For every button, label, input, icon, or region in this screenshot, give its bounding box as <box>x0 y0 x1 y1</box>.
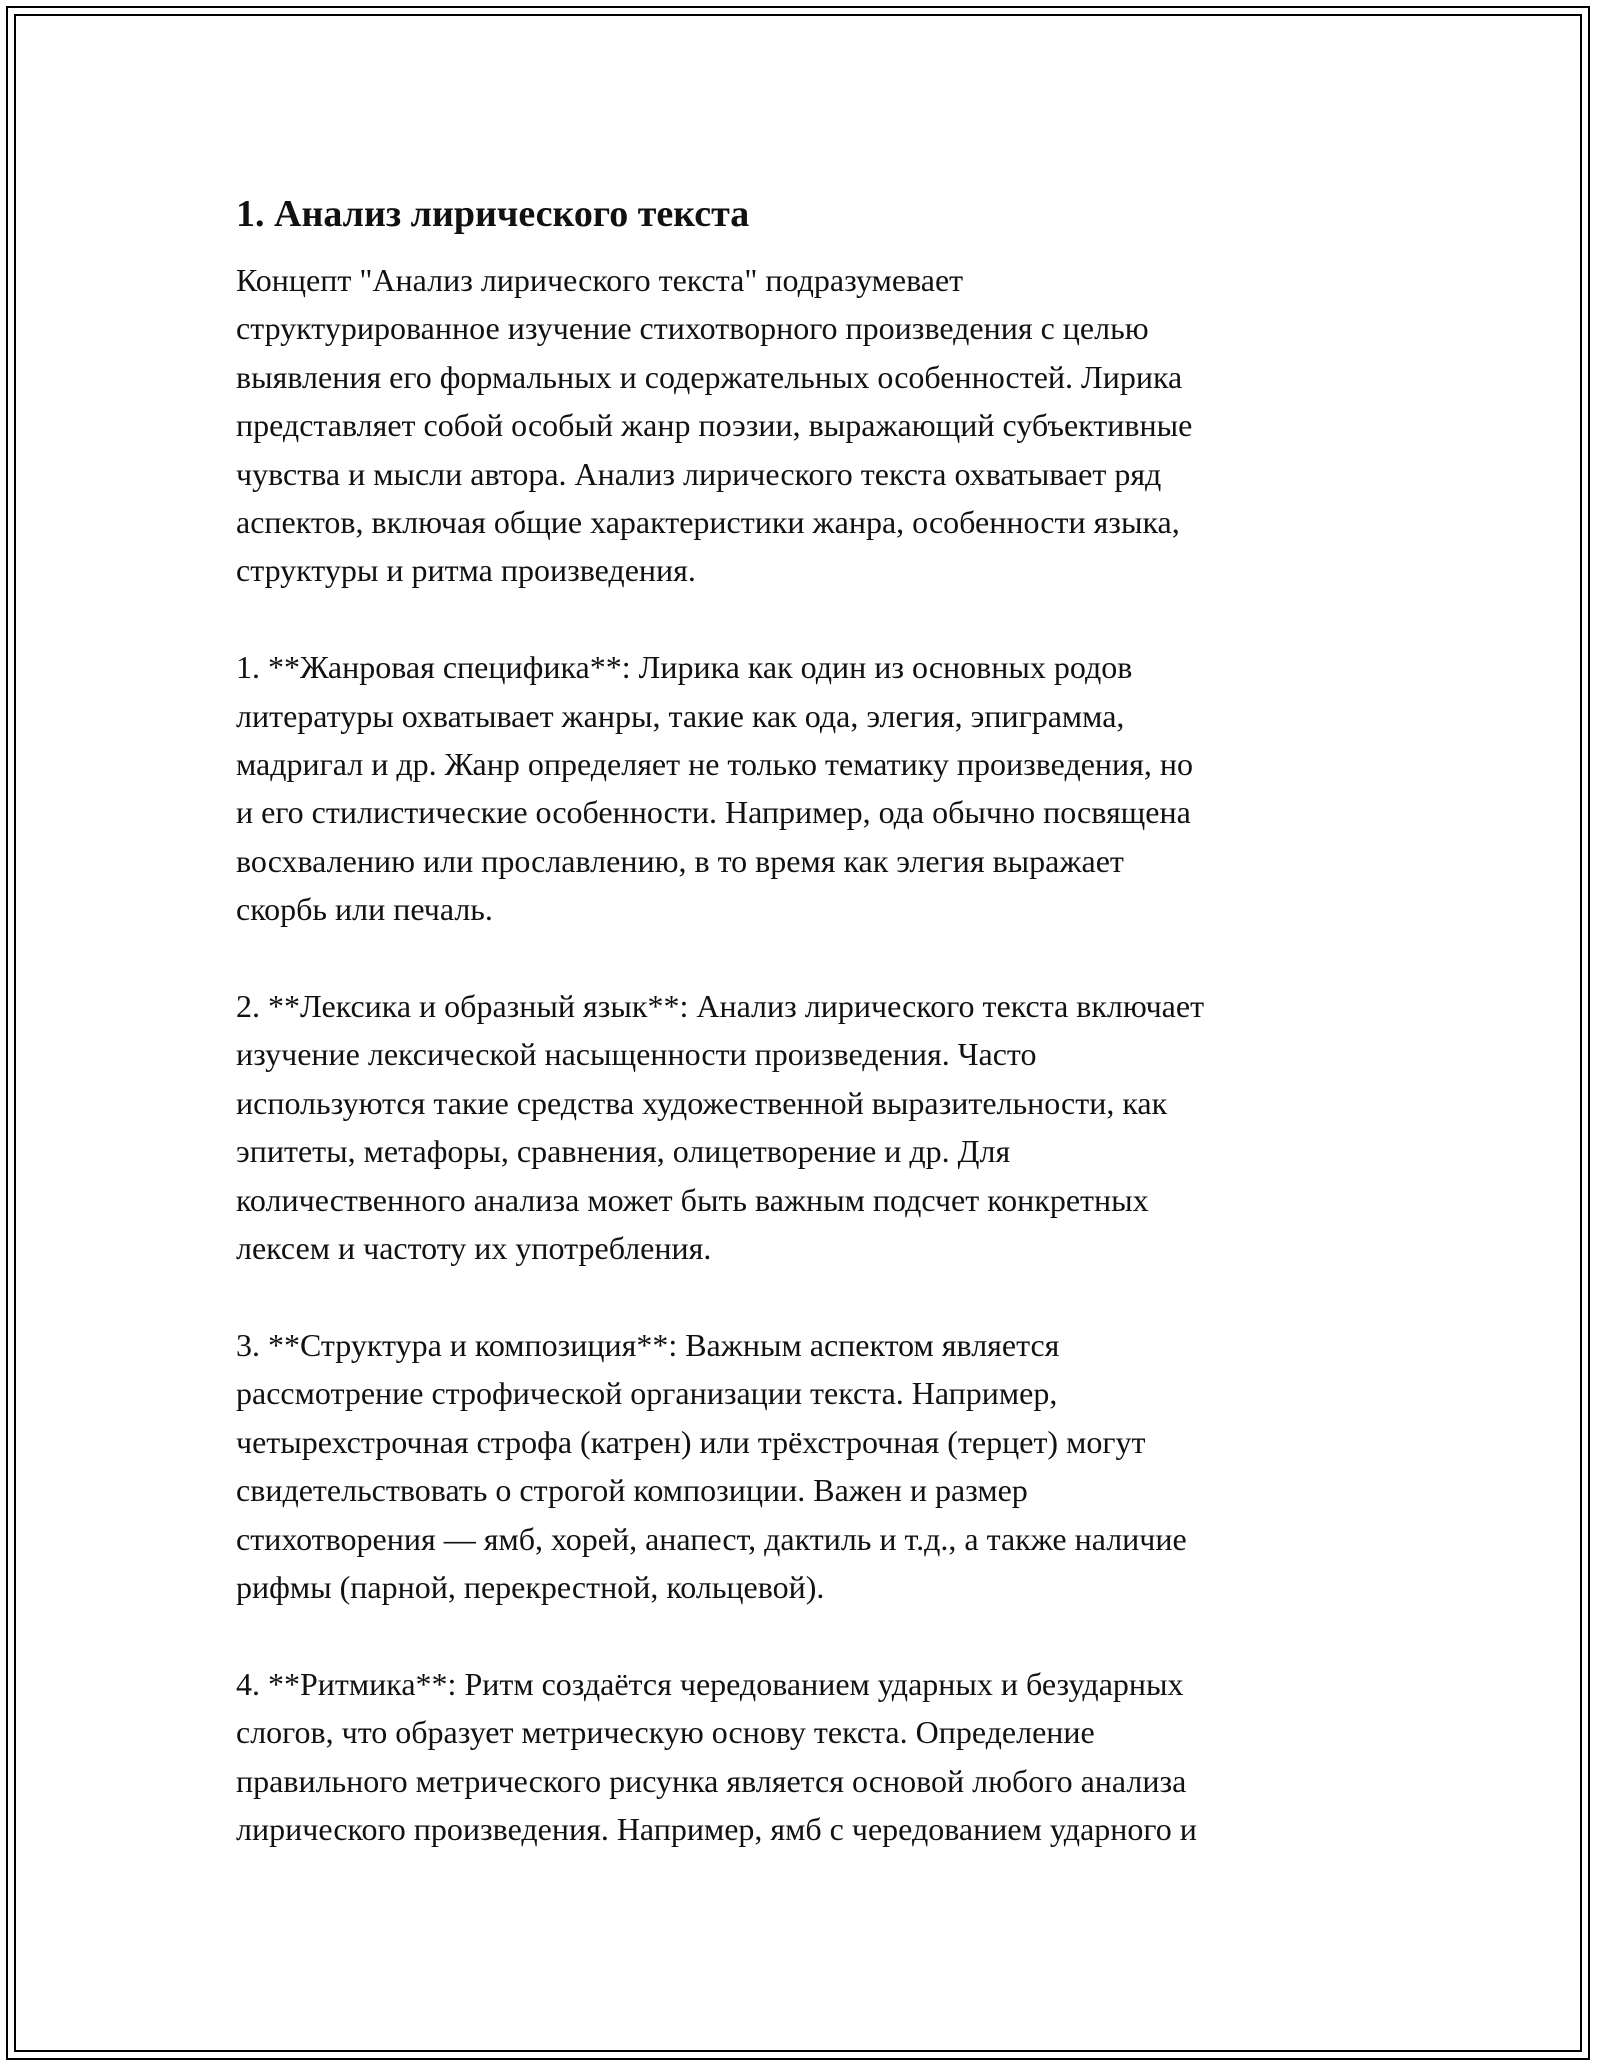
document-body <box>236 182 1376 1853</box>
paragraph-lexicon: 2. **Лексика и образный язык**: Анализ лирического текста включает изучение лексической насыщенности произведения. Часто используются такие средства художественной выразительности, как эпитеты, метафоры, сравнения, олицетворение и др. Для количественного анализа может быть важным подсчет конкретных лексем и частоту их употребления. <box>236 988 1205 1267</box>
paragraph-genre-specifics: 1. **Жанровая специфика**: Лирика как один из основных родов литературы охватывает жанры, такие как ода, элегия, эпиграмма, мадригал и др. Жанр определяет не только тематику произведения, но и его стилистические особенности. Например, ода обычно посвящена восхвалению или прославлению, в то время как элегия выражает скорбь или печаль. <box>236 649 1194 928</box>
page-title: 1. Анализ лирического текста <box>236 193 750 235</box>
intro-paragraph: Концепт "Анализ лирического текста" подразумевает структурированное изучение стихотворного произведения с целью выявления его формальных и содержательных особенностей. Лирика представляет собой особый жанр поэзии, выражающий субъективные чувства и мысли автора. Анализ лирического текста охватывает ряд аспектов, включая общие характеристики жанра, особенности языка, структуры и ритма произведения. <box>236 262 1193 589</box>
paragraph-structure: 3. **Структура и композиция**: Важным аспектом является рассмотрение строфической организации текста. Например, четырехстрочная строфа (катрен) или трёхстрочная (терцет) могут свидетельствовать о строгой композиции. Важен и размер стихотворения — ямб, хорей, анапест, дактиль и т.д., а также наличие рифмы (парной, перекрестной, кольцевой). <box>236 1326 1187 1605</box>
paragraph-rhythm: 4. **Ритмика**: Ритм создаётся чередованием ударных и безударных слогов, что образует метрическую основу текста. Определение правильного метрического рисунка является основой любого анализа лирического произведения. Например, ямб с чередованием ударного и <box>236 1665 1197 1847</box>
